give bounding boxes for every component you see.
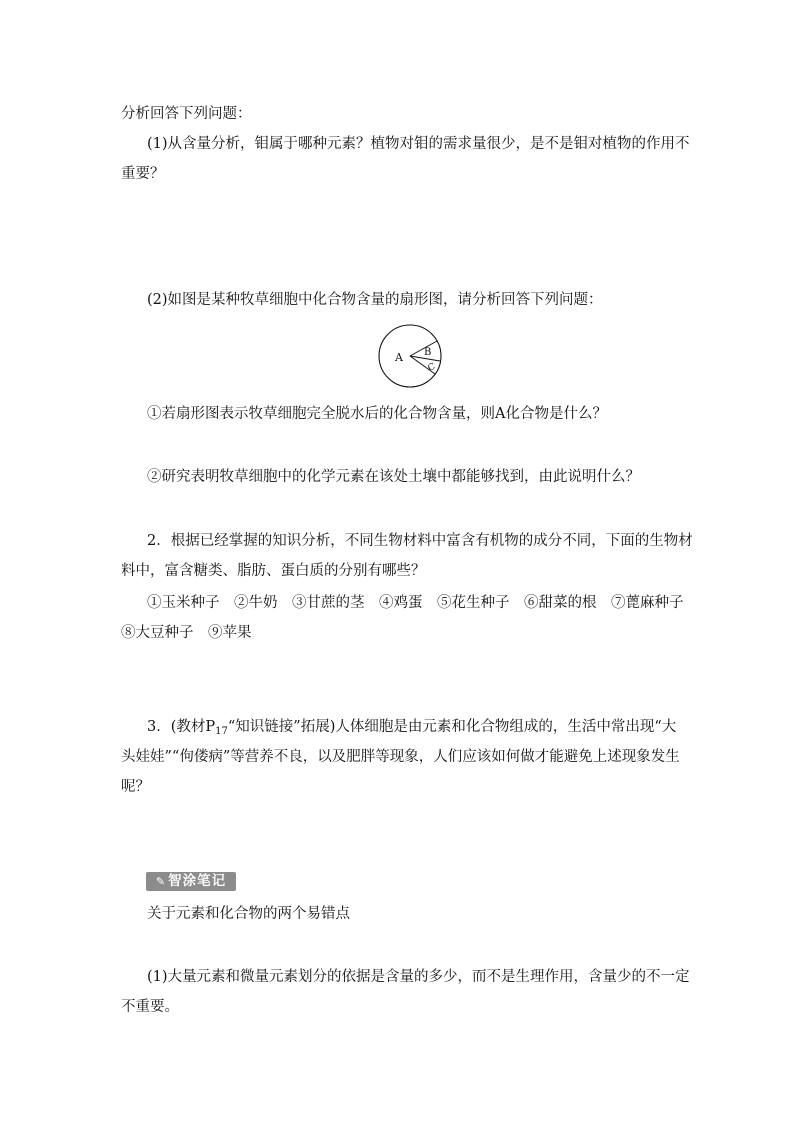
pie-label-a: A (395, 351, 403, 364)
note-badge (146, 872, 236, 891)
item-2-options-line-2: ⑧大豆种子 ⑨苹果 (121, 625, 252, 641)
compound-content-pie-chart (377, 323, 447, 389)
item-3-prefix: 3．(教材P (147, 719, 216, 735)
pie-label-b: B (424, 347, 432, 358)
item-3-line-1-rest: “知识链接”拓展)人体细胞是由元素和化合物组成的，生活中常出现“大 (227, 719, 677, 735)
pie-label-c: C (426, 361, 438, 374)
item-3-page-subscript: 17 (215, 726, 228, 737)
item-2-line-2: 料中，富含糖类、脂肪、蛋白质的分别有哪些？ (121, 563, 426, 579)
question-1-line-2: 重要？ (121, 166, 165, 182)
note-title: 关于元素和化合物的两个易错点 (147, 906, 350, 922)
item-3-line-1 (147, 717, 676, 742)
pencil-icon: ✎ (155, 875, 167, 888)
question-2-sub-1: ①若扇形图表示牧草细胞完全脱水后的化合物含量，则A化合物是什么？ (147, 406, 607, 422)
item-2-options-line-1: ①玉米种子 ②牛奶 ③甘蔗的茎 ④鸡蛋 ⑤花生种子 ⑥甜菜的根 ⑦蓖麻种子 (147, 595, 684, 611)
note-point-1-line-1: (1)大量元素和微量元素划分的依据是含量的多少，而不是生理作用，含量少的不一定 (147, 969, 690, 985)
item-3-line-2: 头娃娃”“佝偻病”等营养不良，以及肥胖等现象，人们应该如何做才能避免上述现象发生 (121, 749, 680, 765)
question-1-line-1: (1)从含量分析，钼属于哪种元素？植物对钼的需求量很少，是不是钼对植物的作用不 (147, 136, 690, 152)
question-2-text: (2)如图是某种牧草细胞中化合物含量的扇形图，请分析回答下列问题： (147, 292, 603, 308)
note-badge-label: 智涂笔记 (168, 873, 227, 889)
intro-text: 分析回答下列问题： (121, 106, 252, 122)
note-point-1-line-2: 不重要。 (121, 999, 179, 1015)
item-2-line-1: 2．根据已经掌握的知识分析，不同生物材料中富含有机物的成分不同，下面的生物材 (147, 533, 693, 549)
question-2-sub-2: ②研究表明牧草细胞中的化学元素在该处土壤中都能够找到，由此说明什么？ (147, 469, 640, 485)
item-3-line-3: 呢？ (121, 779, 150, 795)
